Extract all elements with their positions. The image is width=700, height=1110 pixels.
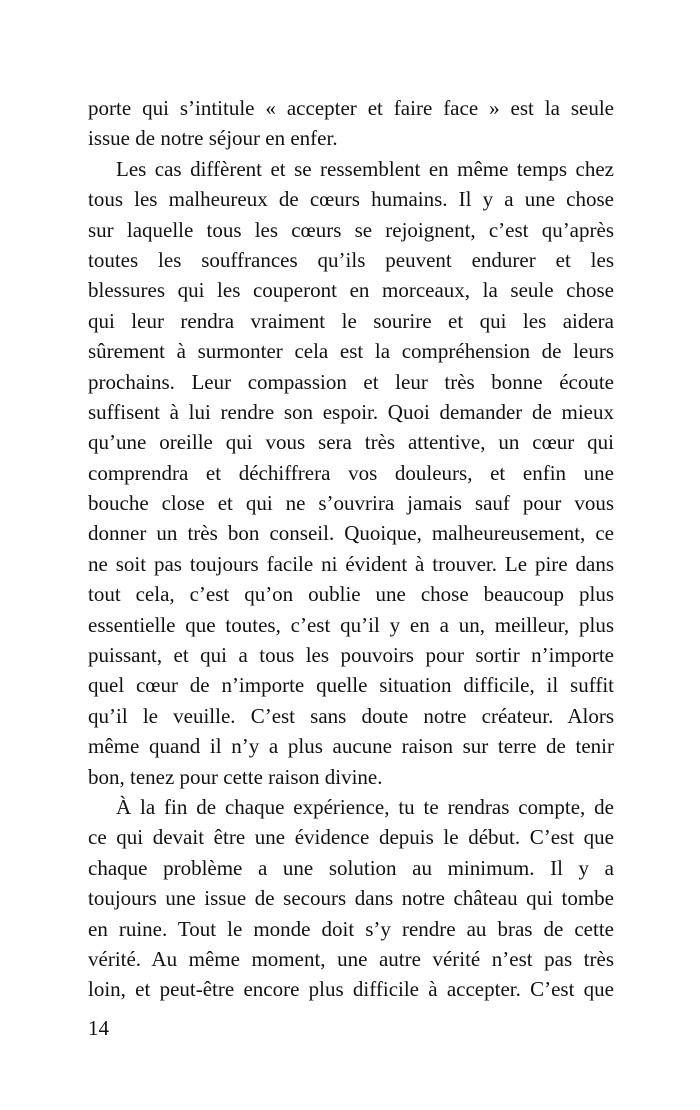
text-line: blessures qui les couperont en morceaux, la seule chose xyxy=(88,278,614,303)
text-line: qu’une oreille qui vous sera très attentive, un cœur qui xyxy=(88,430,614,455)
text-line: issue de notre séjour en enfer. xyxy=(88,126,338,151)
text-line: À la fin de chaque expérience, tu te rendras compte, de xyxy=(116,794,614,819)
text-line: tous les malheureux de cœurs humains. Il y a une chose xyxy=(88,187,614,212)
body-text xyxy=(88,93,614,1005)
text-line: bouche close et qui ne s’ouvrira jamais sauf pour vous xyxy=(88,491,614,516)
text-line: loin, et peut-être encore plus difficile à accepter. C’est que xyxy=(88,977,614,1002)
text-line: quel cœur de n’importe quelle situation difficile, il suffit xyxy=(88,673,614,698)
text-line: en ruine. Tout le monde doit s’y rendre au bras de cette xyxy=(88,916,614,941)
text-line: tout cela, c’est qu’on oublie une chose beaucoup plus xyxy=(88,582,614,607)
text-line: donner un très bon conseil. Quoique, malheureusement, ce xyxy=(88,521,614,546)
text-line: chaque problème a une solution au minimum. Il y a xyxy=(88,855,614,880)
text-line: qui leur rendra vraiment le sourire et qui les aidera xyxy=(88,308,614,333)
text-line: prochains. Leur compassion et leur très bonne écoute xyxy=(88,369,614,394)
page-number: 14 xyxy=(88,1016,109,1040)
text-line: toutes les souffrances qu’ils peuvent endurer et les xyxy=(88,247,614,272)
text-line: puissant, et qui a tous les pouvoirs pour sortir n’importe xyxy=(88,643,614,668)
text-line: même quand il n’y a plus aucune raison sur terre de tenir xyxy=(88,734,614,759)
text-line: vérité. Au même moment, une autre vérité n’est pas très xyxy=(88,946,614,971)
text-line: comprendra et déchiffrera vos douleurs, et enfin une xyxy=(88,460,614,485)
text-line: bon, tenez pour cette raison divine. xyxy=(88,764,383,789)
text-line: Les cas diffèrent et se ressemblent en même temps chez xyxy=(116,156,614,181)
text-line: sur laquelle tous les cœurs se rejoignent, c’est qu’après xyxy=(88,217,614,242)
text-line: suffisent à lui rendre son espoir. Quoi demander de mieux xyxy=(88,399,614,424)
text-line: ce qui devait être une évidence depuis le début. C’est que xyxy=(88,825,614,850)
text-line: toujours une issue de secours dans notre château qui tombe xyxy=(88,886,614,911)
text-line: qu’il le veuille. C’est sans doute notre créateur. Alors xyxy=(88,703,614,728)
text-line: porte qui s’intitule « accepter et faire face » est la seule xyxy=(88,96,614,120)
text-line: ne soit pas toujours facile ni évident à trouver. Le pire dans xyxy=(88,551,614,576)
text-line: sûrement à surmonter cela est la compréhension de leurs xyxy=(88,339,614,364)
text-line: essentielle que toutes, c’est qu’il y en a un, meilleur, plus xyxy=(88,612,614,637)
